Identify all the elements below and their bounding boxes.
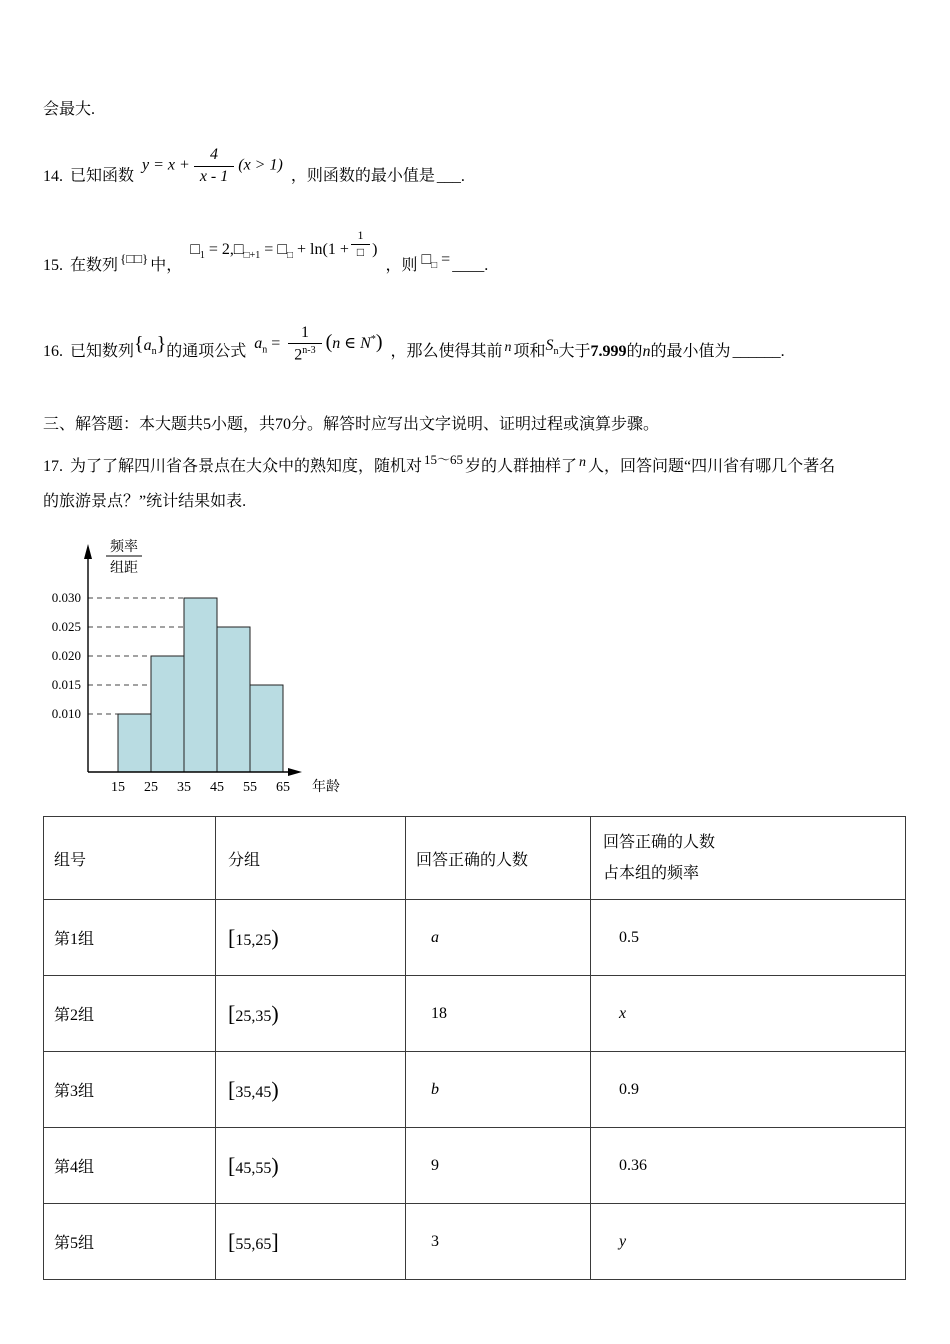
q15-f-den: □ xyxy=(356,244,365,259)
interval-values: 15,25 xyxy=(235,931,272,949)
q15-sequence: {□□} xyxy=(120,250,149,266)
interval-close-bracket: ) xyxy=(271,924,279,950)
q15-f-a1-sub: 1 xyxy=(199,249,205,261)
q16-pre: 已知数列 xyxy=(70,343,135,361)
q14-f-lhs: y = x + xyxy=(142,156,190,174)
q15-f-plus: + ln(1 + xyxy=(297,240,349,258)
q15-f-eq2: = xyxy=(264,240,274,258)
interval-open-bracket: [ xyxy=(228,924,236,950)
q15-f-a2: □ xyxy=(233,240,244,258)
q17-part1: 为了了解四川省各景点在大众中的熟知度，随机对 xyxy=(70,458,423,476)
q16-formula xyxy=(254,324,382,365)
histogram-bar xyxy=(184,598,217,772)
interval-values: 25,35 xyxy=(235,1007,272,1025)
cell-frequency: x xyxy=(591,976,906,1052)
q15-f-fraction xyxy=(351,229,370,260)
cell-group: 第2组 xyxy=(44,976,216,1052)
table-row xyxy=(44,900,906,976)
q14-number: 14. xyxy=(43,167,63,185)
q16-var-s-sub: n xyxy=(553,346,559,358)
q17-part2: 岁的人群抽样了 xyxy=(465,458,578,476)
x-tick-label: 55 xyxy=(243,780,257,796)
q16-post2: 项和 xyxy=(513,343,546,361)
q16-var-n2: n xyxy=(642,343,651,361)
table-header-row xyxy=(44,817,906,900)
q16-f-num: 1 xyxy=(288,324,321,344)
q16-blank: ______. xyxy=(732,343,785,361)
cell-frequency: 0.36 xyxy=(591,1128,906,1204)
y-tick-label: 0.015 xyxy=(51,677,81,693)
cell-frequency: 0.5 xyxy=(591,900,906,976)
q16-f-cond-close: ) xyxy=(375,331,383,354)
x-tick-label: 65 xyxy=(276,780,290,796)
cell-correct: 9 xyxy=(406,1128,591,1204)
cell-group: 第1组 xyxy=(44,900,216,976)
col-header-correct: 回答正确的人数 xyxy=(406,817,591,900)
histogram-svg xyxy=(43,527,373,797)
y-axis-title-denominator: 组距 xyxy=(110,561,138,577)
q14-f-cond: (x > 1) xyxy=(238,156,283,174)
table-row xyxy=(44,1204,906,1280)
histogram-bar xyxy=(217,627,250,772)
cell-group: 第5组 xyxy=(44,1204,216,1280)
q16-seq-close: } xyxy=(156,333,167,356)
interval-values: 35,45 xyxy=(235,1083,272,1101)
col-header-frequency-line1: 回答正确的人数 xyxy=(603,833,716,851)
cell-group: 第3组 xyxy=(44,1052,216,1128)
cell-interval xyxy=(216,1204,406,1280)
y-axis-title-numerator: 频率 xyxy=(110,540,138,556)
q15-f-a2-sub: □+1 xyxy=(243,249,261,261)
histogram-bar xyxy=(151,656,184,772)
q16-var-n1: n xyxy=(504,340,512,356)
y-tick-label: 0.020 xyxy=(51,648,81,664)
q16-f-fraction xyxy=(288,324,321,365)
cell-correct: 18 xyxy=(406,976,591,1052)
col-header-group: 组号 xyxy=(44,817,216,900)
q14-f-fraction xyxy=(194,146,234,186)
question-16 xyxy=(43,323,910,373)
q15-mid: 中， xyxy=(150,256,183,274)
q16-f-den xyxy=(288,344,321,365)
q16-post5: 的最小值为 xyxy=(650,343,731,361)
section-3-heading: 三、解答题：本大题共5小题，共70分。解答时应写出文字说明、证明过程或演算步骤。 xyxy=(43,416,660,434)
x-axis-arrow xyxy=(288,768,302,776)
cell-interval xyxy=(216,976,406,1052)
q14-f-den: x - 1 xyxy=(199,167,229,185)
q16-mid: 的通项公式 xyxy=(166,343,247,361)
q16-post3: 大于 xyxy=(558,343,591,361)
age-histogram xyxy=(43,527,910,802)
stats-table xyxy=(43,816,906,1280)
cell-correct: a xyxy=(406,900,591,976)
q14-post: ，则函数的最小值是 xyxy=(290,167,435,185)
q17-var-n: n xyxy=(579,455,587,471)
q16-value: 7.999 xyxy=(590,343,627,361)
q15-ans-eq: = xyxy=(441,250,451,268)
cell-interval xyxy=(216,1128,406,1204)
cell-group: 第4组 xyxy=(44,1128,216,1204)
q16-f-cond: n ∈ N xyxy=(332,335,371,353)
q15-post: ，则 xyxy=(385,256,418,274)
q15-blank: ____. xyxy=(452,256,489,274)
q14-pre: 已知函数 xyxy=(70,167,135,185)
q14-formula xyxy=(142,146,283,186)
q16-number: 16. xyxy=(43,343,63,361)
continuation-text: 会最大. xyxy=(43,101,96,118)
x-tick-label: 35 xyxy=(177,780,191,796)
cell-frequency: y xyxy=(591,1204,906,1280)
interval-close-bracket: ) xyxy=(271,1152,279,1178)
x-tick-label: 45 xyxy=(210,780,224,796)
y-tick-label: 0.010 xyxy=(51,706,81,722)
q16-seq-var: a xyxy=(143,337,152,355)
col-header-frequency-line2: 占本组的频率 xyxy=(603,865,700,883)
q16-f-var-sub: n xyxy=(262,344,268,356)
q17-number: 17. xyxy=(43,458,63,476)
q15-f-eq1: = 2, xyxy=(208,240,234,258)
cell-interval xyxy=(216,1052,406,1128)
q16-seq-open: { xyxy=(134,333,144,356)
q15-ans: □ xyxy=(421,250,432,268)
x-axis-title: 年龄 xyxy=(312,780,340,796)
q15-answer-term xyxy=(421,246,450,274)
interval-close-bracket: ] xyxy=(271,1228,279,1254)
q17-age-range: 15～65 xyxy=(424,452,464,468)
interval-close-bracket: ) xyxy=(271,1076,279,1102)
y-tick-label: 0.030 xyxy=(51,590,81,606)
question-14 xyxy=(43,146,910,197)
q16-f-den-base: 2 xyxy=(294,346,303,364)
q16-post4: 的 xyxy=(626,343,643,361)
q16-post1: ，那么使得其前 xyxy=(390,343,503,361)
q15-f-close: ) xyxy=(372,240,378,258)
interval-open-bracket: [ xyxy=(228,1000,236,1026)
q16-f-var: a xyxy=(254,335,263,353)
q16-seq-sub: n xyxy=(151,346,157,358)
q16-f-cond-open: ( xyxy=(325,331,333,354)
interval-close-bracket: ) xyxy=(271,1000,279,1026)
cell-correct: b xyxy=(406,1052,591,1128)
col-header-interval: 分组 xyxy=(216,817,406,900)
q15-f-a3: □ xyxy=(277,240,287,258)
q15-ans-sub: □ xyxy=(431,259,438,271)
cell-interval xyxy=(216,900,406,976)
x-tick-label: 25 xyxy=(144,780,158,796)
q16-f-eq: = xyxy=(271,335,281,353)
q15-pre: 在数列 xyxy=(70,256,119,274)
cell-correct: 3 xyxy=(406,1204,591,1280)
table-row xyxy=(44,976,906,1052)
question-15 xyxy=(43,227,910,280)
q16-sequence xyxy=(134,327,166,361)
histogram-bar xyxy=(250,685,283,772)
interval-values: 55,65 xyxy=(235,1235,272,1253)
x-tick-label: 15 xyxy=(111,780,125,796)
q16-f-den-sup: n-3 xyxy=(302,345,316,357)
interval-open-bracket: [ xyxy=(228,1228,236,1254)
q17-part4: 的旅游景点？”统计结果如表. xyxy=(43,492,247,510)
q14-blank: ___. xyxy=(436,167,465,185)
q16-var-S xyxy=(546,332,559,360)
cell-frequency: 0.9 xyxy=(591,1052,906,1128)
q15-f-a3-sub: □ xyxy=(286,249,294,261)
col-header-frequency xyxy=(591,817,906,900)
interval-open-bracket: [ xyxy=(228,1152,236,1178)
q14-f-num: 4 xyxy=(194,146,234,166)
table-row xyxy=(44,1052,906,1128)
q15-f-a1: □ xyxy=(190,240,200,258)
interval-values: 45,55 xyxy=(235,1159,272,1177)
interval-open-bracket: [ xyxy=(228,1076,236,1102)
histogram-bar xyxy=(118,714,151,772)
q16-var-s: S xyxy=(545,337,554,355)
q15-formula xyxy=(190,229,377,264)
y-tick-label: 0.025 xyxy=(51,619,81,635)
q15-number: 15. xyxy=(43,256,63,274)
q17-part3: 人，回答问题“四川省有哪几个著名 xyxy=(588,458,836,476)
table-row xyxy=(44,1128,906,1204)
q16-f-cond-sup: * xyxy=(370,333,376,345)
q15-f-num: 1 xyxy=(351,229,370,245)
y-axis-arrow xyxy=(84,544,92,559)
question-17 xyxy=(43,450,910,519)
